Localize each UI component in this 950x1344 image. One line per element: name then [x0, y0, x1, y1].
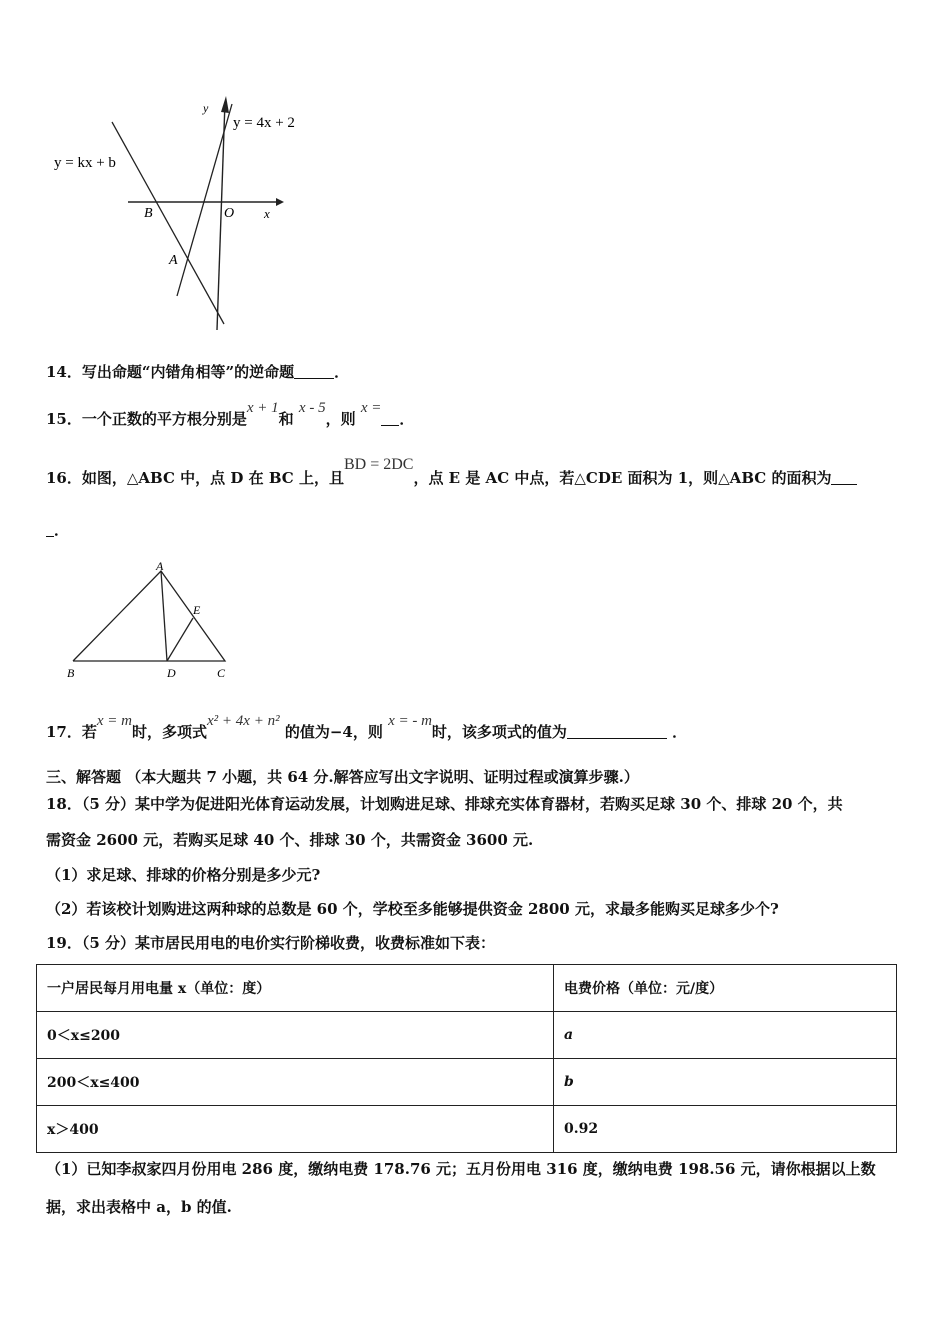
expression-x-equals-minus-m: x = - m: [388, 713, 432, 729]
question-15-prefix: 15．一个正数的平方根分别是: [46, 410, 247, 428]
expression-polynomial: x² + 4x + n²: [207, 713, 280, 729]
question-15-and: 和: [278, 410, 294, 428]
expression-bd-2dc: BD = 2DC: [343, 456, 414, 473]
table-row: [37, 1012, 897, 1059]
question-15: [46, 400, 415, 430]
table-row: [37, 1059, 897, 1106]
question-17-mid3: 时，该多项式的值为: [431, 723, 567, 741]
table-header-cell: 电费价格（单位：元/度）: [554, 965, 897, 1012]
table-header-cell: 一户居民每月用电量 x（单位：度）: [37, 965, 554, 1012]
question-17-end: ．: [672, 723, 688, 741]
question-14-end: ．: [334, 363, 350, 381]
question-17: [46, 713, 688, 743]
vertex-c-label: C: [217, 666, 226, 680]
answer-blank: [381, 411, 399, 426]
point-b-label: B: [144, 206, 153, 221]
question-18-line1: 18．（5 分）某中学为促进阳光体育运动发展，计划购进足球、排球充实体育器材，若购买足球 30 个、排球 20 个，共: [46, 795, 843, 813]
linear-graph-figure: [40, 90, 320, 340]
section-3-heading: 三、解答题 （本大题共 7 小题，共 64 分.解答应写出文字说明、证明过程或演算步骤.）: [46, 768, 639, 786]
expression-x-equals: x =: [360, 400, 382, 416]
x-axis-label: x: [264, 206, 270, 221]
line2-label: y = kx + b: [54, 155, 116, 171]
answer-blank: [567, 724, 667, 739]
expression-x-plus-1: x + 1: [246, 400, 279, 416]
answer-blank: [831, 470, 857, 485]
answer-blank: [294, 364, 334, 379]
electricity-price-table: [36, 964, 897, 1153]
line-4x-plus-2: [177, 104, 235, 296]
question-17-prefix: 17．若: [46, 723, 97, 741]
expression-x-minus-5: x - 5: [298, 400, 326, 416]
expression-x-equals-m: x = m: [96, 713, 132, 729]
question-16-continuation: [46, 520, 69, 540]
question-18-line2: 需资金 2600 元，若购买足球 40 个、排球 30 个，共需资金 3600 元.: [46, 831, 534, 849]
question-17-mid1: 时，多项式: [132, 723, 208, 741]
question-14: [46, 362, 349, 382]
x-axis-arrow: [276, 198, 284, 206]
question-16: [46, 456, 857, 489]
triangle-abc: [73, 571, 225, 661]
question-18-part1: （1）求足球、排球的价格分别是多少元?: [46, 866, 321, 884]
answer-blank-cont: [46, 522, 54, 537]
table-cell: b: [554, 1059, 897, 1106]
question-19-part1-line1: （1）已知李叔家四月份用电 286 度，缴纳电费 178.76 元；五月份用电 316 度，缴纳电费 198.56 元，请你根据以上数: [46, 1160, 876, 1178]
table-cell: 0＜x≤200: [37, 1012, 554, 1059]
question-16-prefix: 16．如图，△ABC 中，点 D 在 BC 上，且: [46, 469, 344, 487]
question-17-mid2: 的值为−4，则: [284, 723, 383, 741]
table-row: [37, 1106, 897, 1153]
question-16-suffix: ，点 E 是 AC 中点，若△CDE 面积为 1，则△ABC 的面积为: [413, 469, 832, 487]
point-a-label: A: [169, 253, 178, 268]
point-e-label: E: [193, 603, 201, 617]
origin-label: O: [224, 206, 235, 221]
vertex-b-label: B: [67, 666, 75, 680]
question-19-part1-line2: 据，求出表格中 a，b 的值.: [46, 1198, 232, 1216]
point-d-label: D: [167, 666, 176, 680]
question-15-end: ．: [399, 410, 415, 428]
line1-label: y = 4x + 2: [233, 115, 295, 131]
question-16-end: ．: [54, 521, 70, 539]
triangle-figure: [60, 558, 240, 682]
segment-ad: [161, 571, 167, 661]
segment-de: [167, 618, 193, 661]
table-cell: a: [554, 1012, 897, 1059]
question-19-intro: 19．（5 分）某市居民用电的电价实行阶梯收费，收费标准如下表：: [46, 934, 496, 952]
table-header-row: [37, 965, 897, 1012]
vertex-a-label: A: [156, 559, 164, 573]
y-axis-label: y: [203, 101, 209, 115]
question-14-text: 14．写出命题“内错角相等”的逆命题: [46, 363, 295, 381]
y-axis-arrow: [221, 96, 229, 113]
table-cell: 0.92: [554, 1106, 897, 1153]
question-15-then: ，则: [325, 410, 356, 428]
question-18-part2: （2）若该校计划购进这两种球的总数是 60 个，学校至多能够提供资金 2800 元，求最多能购买足球多少个?: [46, 900, 779, 918]
line-kx-plus-b: [112, 122, 224, 324]
table-cell: 200＜x≤400: [37, 1059, 554, 1106]
table-cell: x＞400: [37, 1106, 554, 1153]
